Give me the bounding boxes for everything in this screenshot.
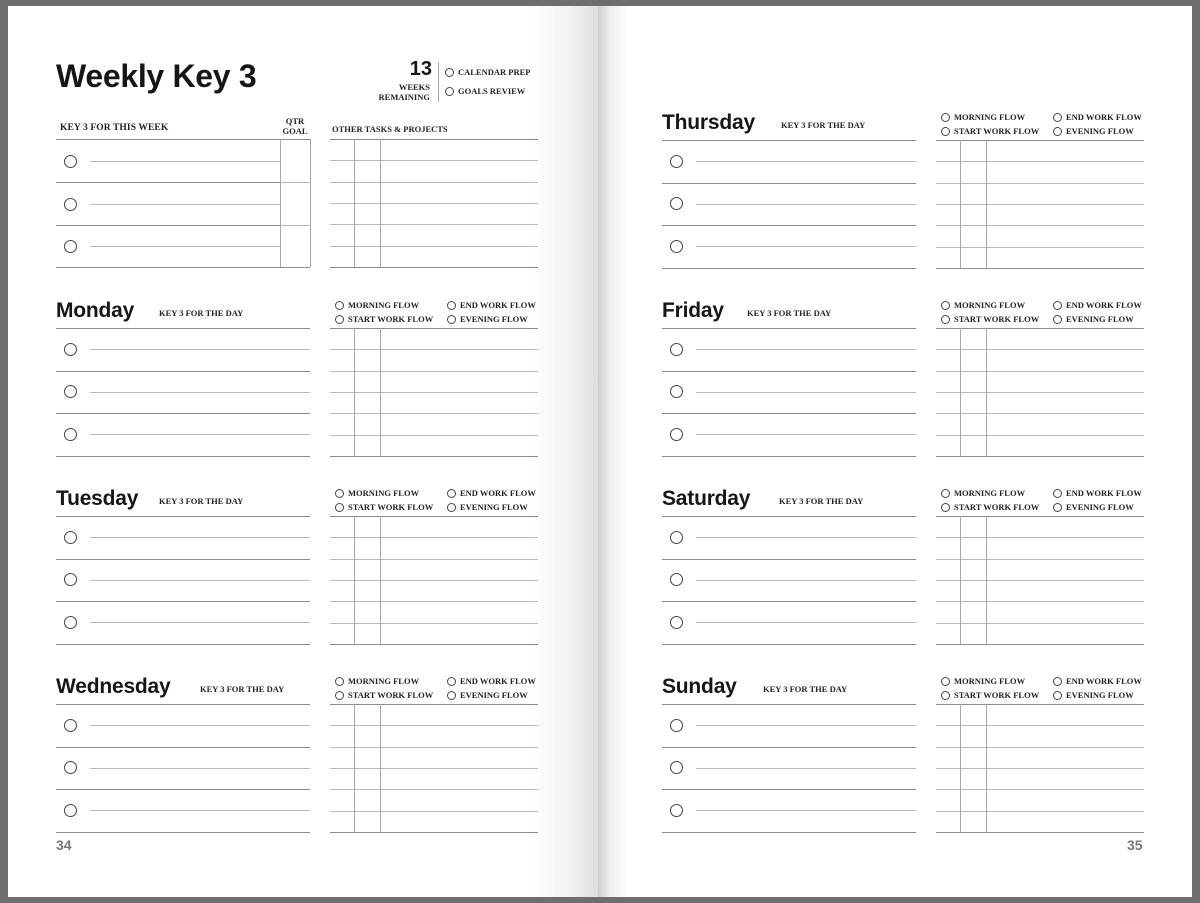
header-divider: [438, 62, 439, 102]
day-wednesday-morning-flow-checkbox[interactable]: [335, 677, 344, 686]
day-sunday-key3-label: KEY 3 FOR THE DAY: [763, 684, 848, 694]
day-saturday-tasks-grid-rule: [936, 623, 1144, 624]
day-thursday-tasks-grid-rule: [936, 161, 1144, 162]
day-tuesday-morning-flow-checkbox[interactable]: [335, 489, 344, 498]
day-monday-key-line: [90, 349, 310, 350]
day-saturday-tasks-grid-rule: [936, 537, 1144, 538]
day-monday-tasks-grid-rule: [330, 371, 538, 372]
day-friday-evening-flow-label: EVENING FLOW: [1066, 314, 1134, 324]
day-monday-evening-flow-label: EVENING FLOW: [460, 314, 528, 324]
week-key-rule: [56, 225, 310, 226]
day-tuesday-tasks-grid-rule: [330, 601, 538, 602]
day-tuesday-key-line: [90, 537, 310, 538]
day-sunday-key-checkbox[interactable]: [670, 719, 683, 732]
day-wednesday-key-checkbox[interactable]: [64, 761, 77, 774]
day-sunday-tasks-grid-rule: [936, 725, 1144, 726]
day-wednesday-key-checkbox[interactable]: [64, 804, 77, 817]
day-friday-key-rule: [662, 371, 916, 372]
week-key-checkbox[interactable]: [64, 155, 77, 168]
day-monday-start-work-flow-label: START WORK FLOW: [348, 314, 434, 324]
day-sunday-key-top-rule: [662, 704, 916, 705]
day-thursday-tasks-grid-rule: [936, 140, 1144, 141]
qtr-goal-divider-left: [280, 139, 281, 267]
day-wednesday-end-work-flow-checkbox[interactable]: [447, 677, 456, 686]
day-thursday-morning-flow-checkbox[interactable]: [941, 113, 950, 122]
day-sunday-tasks-grid-rule: [936, 832, 1144, 833]
week-key-line: [90, 161, 280, 162]
day-monday-tasks-grid-rule: [330, 456, 538, 457]
day-friday-key-checkbox[interactable]: [670, 385, 683, 398]
day-thursday-tasks-grid-col-divider: [986, 140, 987, 268]
day-friday-evening-flow-checkbox[interactable]: [1053, 315, 1062, 324]
day-tuesday-key3-label: KEY 3 FOR THE DAY: [159, 496, 244, 506]
day-wednesday-key-rule: [56, 789, 310, 790]
day-tuesday-key-line: [90, 580, 310, 581]
day-friday-key-checkbox[interactable]: [670, 428, 683, 441]
day-wednesday-start-work-flow-label: START WORK FLOW: [348, 690, 434, 700]
day-saturday-key-checkbox[interactable]: [670, 573, 683, 586]
weeks-remaining-number: 13: [409, 58, 432, 80]
day-friday-key3-label: KEY 3 FOR THE DAY: [747, 308, 832, 318]
day-saturday-morning-flow-checkbox[interactable]: [941, 489, 950, 498]
calendar-prep-label: CALENDAR PREP: [458, 67, 531, 77]
page-number-right: 35: [1127, 837, 1143, 853]
day-friday-key-top-rule: [662, 328, 916, 329]
day-saturday-tasks-grid-rule: [936, 516, 1144, 517]
day-saturday-start-work-flow-checkbox[interactable]: [941, 503, 950, 512]
day-sunday-morning-flow-checkbox[interactable]: [941, 677, 950, 686]
day-thursday-key-line: [696, 246, 916, 247]
day-saturday-start-work-flow-label: START WORK FLOW: [954, 502, 1040, 512]
day-wednesday-morning-flow-label: MORNING FLOW: [348, 676, 420, 686]
day-wednesday-tasks-grid-rule: [330, 789, 538, 790]
day-thursday-tasks-grid-rule: [936, 247, 1144, 248]
day-sunday-key-checkbox[interactable]: [670, 804, 683, 817]
day-saturday-key-checkbox[interactable]: [670, 531, 683, 544]
day-saturday-morning-flow-label: MORNING FLOW: [954, 488, 1026, 498]
day-wednesday-tasks-grid-col-divider: [380, 704, 381, 832]
day-thursday-tasks-grid-rule: [936, 183, 1144, 184]
week-key-top-rule: [56, 139, 310, 140]
day-monday-key-top-rule: [56, 328, 310, 329]
day-friday-end-work-flow-checkbox[interactable]: [1053, 301, 1062, 310]
day-sunday-evening-flow-checkbox[interactable]: [1053, 691, 1062, 700]
day-tuesday-key-checkbox[interactable]: [64, 616, 77, 629]
day-saturday-title: Saturday: [662, 487, 751, 510]
day-wednesday-key-rule: [56, 747, 310, 748]
day-tuesday-key-top-rule: [56, 516, 310, 517]
day-wednesday-tasks-grid-rule: [330, 832, 538, 833]
day-tuesday-end-work-flow-checkbox[interactable]: [447, 489, 456, 498]
week-key-checkbox[interactable]: [64, 198, 77, 211]
day-thursday-tasks-grid-rule: [936, 204, 1144, 205]
day-tuesday-tasks-grid-rule: [330, 623, 538, 624]
day-friday-morning-flow-checkbox[interactable]: [941, 301, 950, 310]
day-tuesday-morning-flow-label: MORNING FLOW: [348, 488, 420, 498]
day-monday-key-checkbox[interactable]: [64, 343, 77, 356]
day-sunday-end-work-flow-label: END WORK FLOW: [1066, 676, 1142, 686]
day-tuesday-key-checkbox[interactable]: [64, 531, 77, 544]
day-wednesday-key-line: [90, 768, 310, 769]
day-monday-tasks-grid-col-divider: [354, 328, 355, 456]
day-saturday-key-rule: [662, 644, 916, 645]
day-friday-morning-flow-label: MORNING FLOW: [954, 300, 1026, 310]
week-tasks-grid-col-divider: [354, 139, 355, 267]
goals-review-label: GOALS REVIEW: [458, 86, 526, 96]
day-saturday-tasks-grid-rule: [936, 559, 1144, 560]
day-thursday-end-work-flow-checkbox[interactable]: [1053, 113, 1062, 122]
day-friday-tasks-grid-rule: [936, 349, 1144, 350]
day-tuesday-key-rule: [56, 601, 310, 602]
day-thursday-tasks-grid-rule: [936, 225, 1144, 226]
day-monday-end-work-flow-checkbox[interactable]: [447, 301, 456, 310]
day-monday-tasks-grid-rule: [330, 349, 538, 350]
day-friday-start-work-flow-label: START WORK FLOW: [954, 314, 1040, 324]
day-tuesday-end-work-flow-label: END WORK FLOW: [460, 488, 536, 498]
day-thursday-key-checkbox[interactable]: [670, 155, 683, 168]
day-saturday-key-line: [696, 537, 916, 538]
week-tasks-grid-col-divider: [380, 139, 381, 267]
day-tuesday-key-line: [90, 622, 310, 623]
day-thursday-tasks-grid-col-divider: [960, 140, 961, 268]
day-sunday-morning-flow-label: MORNING FLOW: [954, 676, 1026, 686]
day-friday-key-line: [696, 392, 916, 393]
weeks-label: WEEKS: [398, 82, 430, 92]
day-sunday-start-work-flow-label: START WORK FLOW: [954, 690, 1040, 700]
day-monday-key3-label: KEY 3 FOR THE DAY: [159, 308, 244, 318]
day-thursday-key-line: [696, 204, 916, 205]
day-monday-title: Monday: [56, 299, 135, 322]
day-friday-tasks-grid-col-divider: [960, 328, 961, 456]
day-thursday-start-work-flow-checkbox[interactable]: [941, 127, 950, 136]
day-tuesday-evening-flow-label: EVENING FLOW: [460, 502, 528, 512]
day-sunday-evening-flow-label: EVENING FLOW: [1066, 690, 1134, 700]
day-wednesday-tasks-grid-rule: [330, 747, 538, 748]
day-monday-key-checkbox[interactable]: [64, 428, 77, 441]
day-sunday-key-line: [696, 768, 916, 769]
day-thursday-key-checkbox[interactable]: [670, 197, 683, 210]
day-thursday-start-work-flow-label: START WORK FLOW: [954, 126, 1040, 136]
goal-label: GOAL: [282, 126, 308, 136]
day-monday-key-rule: [56, 413, 310, 414]
week-tasks-grid-rule: [330, 139, 538, 140]
day-monday-evening-flow-checkbox[interactable]: [447, 315, 456, 324]
day-tuesday-tasks-grid-rule: [330, 580, 538, 581]
day-tuesday-key-checkbox[interactable]: [64, 573, 77, 586]
day-friday-tasks-grid-rule: [936, 371, 1144, 372]
day-sunday-key-line: [696, 810, 916, 811]
day-wednesday-tasks-grid-rule: [330, 768, 538, 769]
day-monday-tasks-grid-rule: [330, 328, 538, 329]
day-wednesday-key-top-rule: [56, 704, 310, 705]
day-tuesday-tasks-grid-rule: [330, 537, 538, 538]
qtr-goal-rule: [280, 225, 310, 226]
day-saturday-evening-flow-checkbox[interactable]: [1053, 503, 1062, 512]
day-thursday-key-top-rule: [662, 140, 916, 141]
day-friday-key-line: [696, 349, 916, 350]
day-tuesday-key-rule: [56, 559, 310, 560]
day-friday-tasks-grid-rule: [936, 392, 1144, 393]
day-friday-key-rule: [662, 456, 916, 457]
day-saturday-key-top-rule: [662, 516, 916, 517]
day-friday-end-work-flow-label: END WORK FLOW: [1066, 300, 1142, 310]
day-tuesday-evening-flow-checkbox[interactable]: [447, 503, 456, 512]
goals-review-checkbox[interactable]: [445, 87, 454, 96]
calendar-prep-checkbox[interactable]: [445, 68, 454, 77]
day-saturday-tasks-grid-rule: [936, 580, 1144, 581]
day-tuesday-key-rule: [56, 644, 310, 645]
day-wednesday-key-line: [90, 810, 310, 811]
page-title: Weekly Key 3: [56, 58, 257, 94]
day-saturday-tasks-grid-rule: [936, 644, 1144, 645]
week-tasks-grid-rule: [330, 267, 538, 268]
day-monday-morning-flow-label: MORNING FLOW: [348, 300, 420, 310]
qtr-goal-divider-right: [310, 139, 311, 267]
day-sunday-tasks-grid-rule: [936, 704, 1144, 705]
day-saturday-key-rule: [662, 559, 916, 560]
day-friday-key-rule: [662, 413, 916, 414]
key3-week-label: KEY 3 FOR THIS WEEK: [60, 123, 169, 133]
day-thursday-title: Thursday: [662, 111, 755, 134]
day-tuesday-title: Tuesday: [56, 487, 139, 510]
day-wednesday-key-line: [90, 725, 310, 726]
week-tasks-grid-rule: [330, 224, 538, 225]
day-monday-key-rule: [56, 456, 310, 457]
day-friday-key-line: [696, 434, 916, 435]
day-wednesday-start-work-flow-checkbox[interactable]: [335, 691, 344, 700]
qtr-goal-rule: [280, 182, 310, 183]
day-monday-key-checkbox[interactable]: [64, 385, 77, 398]
day-thursday-key-rule: [662, 225, 916, 226]
day-friday-key-checkbox[interactable]: [670, 343, 683, 356]
day-monday-tasks-grid-rule: [330, 435, 538, 436]
week-tasks-grid-rule: [330, 246, 538, 247]
day-saturday-key-line: [696, 580, 916, 581]
day-wednesday-evening-flow-checkbox[interactable]: [447, 691, 456, 700]
day-saturday-end-work-flow-checkbox[interactable]: [1053, 489, 1062, 498]
day-tuesday-tasks-grid-rule: [330, 559, 538, 560]
day-friday-tasks-grid-rule: [936, 328, 1144, 329]
day-wednesday-key3-label: KEY 3 FOR THE DAY: [200, 684, 285, 694]
week-key-line: [90, 204, 280, 205]
day-wednesday-key-checkbox[interactable]: [64, 719, 77, 732]
day-thursday-end-work-flow-label: END WORK FLOW: [1066, 112, 1142, 122]
day-thursday-key3-label: KEY 3 FOR THE DAY: [781, 120, 866, 130]
day-thursday-key-checkbox[interactable]: [670, 240, 683, 253]
day-monday-tasks-grid-rule: [330, 392, 538, 393]
day-saturday-tasks-grid-rule: [936, 601, 1144, 602]
remaining-label: REMAINING: [378, 92, 430, 102]
day-thursday-evening-flow-label: EVENING FLOW: [1066, 126, 1134, 136]
day-sunday-key-rule: [662, 747, 916, 748]
day-sunday-title: Sunday: [662, 675, 737, 698]
day-friday-start-work-flow-checkbox[interactable]: [941, 315, 950, 324]
day-monday-morning-flow-checkbox[interactable]: [335, 301, 344, 310]
day-thursday-morning-flow-label: MORNING FLOW: [954, 112, 1026, 122]
day-tuesday-tasks-grid-col-divider: [354, 516, 355, 644]
day-friday-tasks-grid-rule: [936, 435, 1144, 436]
day-saturday-tasks-grid-col-divider: [960, 516, 961, 644]
day-friday-title: Friday: [662, 299, 724, 322]
day-sunday-tasks-grid-rule: [936, 747, 1144, 748]
day-sunday-tasks-grid-col-divider: [986, 704, 987, 832]
day-saturday-end-work-flow-label: END WORK FLOW: [1066, 488, 1142, 498]
day-sunday-key-rule: [662, 832, 916, 833]
day-sunday-tasks-grid-col-divider: [960, 704, 961, 832]
day-saturday-key-checkbox[interactable]: [670, 616, 683, 629]
day-sunday-key-checkbox[interactable]: [670, 761, 683, 774]
week-key-rule: [56, 267, 310, 268]
week-key-line: [90, 246, 280, 247]
day-monday-key-line: [90, 434, 310, 435]
day-saturday-key-rule: [662, 601, 916, 602]
week-tasks-grid-rule: [330, 160, 538, 161]
day-thursday-tasks-grid-rule: [936, 268, 1144, 269]
day-wednesday-tasks-grid-rule: [330, 811, 538, 812]
day-saturday-tasks-grid-col-divider: [986, 516, 987, 644]
day-friday-tasks-grid-col-divider: [986, 328, 987, 456]
day-thursday-evening-flow-checkbox[interactable]: [1053, 127, 1062, 136]
day-tuesday-tasks-grid-rule: [330, 644, 538, 645]
day-friday-tasks-grid-rule: [936, 413, 1144, 414]
page-number-left: 34: [56, 837, 72, 853]
day-wednesday-evening-flow-label: EVENING FLOW: [460, 690, 528, 700]
day-wednesday-title: Wednesday: [56, 675, 171, 698]
day-monday-start-work-flow-checkbox[interactable]: [335, 315, 344, 324]
day-tuesday-tasks-grid-rule: [330, 516, 538, 517]
day-wednesday-end-work-flow-label: END WORK FLOW: [460, 676, 536, 686]
day-wednesday-key-rule: [56, 832, 310, 833]
week-tasks-grid-rule: [330, 203, 538, 204]
day-thursday-key-line: [696, 161, 916, 162]
week-key-rule: [56, 182, 310, 183]
day-wednesday-tasks-grid-rule: [330, 704, 538, 705]
qtr-label: QTR: [285, 116, 305, 126]
day-tuesday-start-work-flow-checkbox[interactable]: [335, 503, 344, 512]
day-sunday-end-work-flow-checkbox[interactable]: [1053, 677, 1062, 686]
day-sunday-start-work-flow-checkbox[interactable]: [941, 691, 950, 700]
day-monday-tasks-grid-rule: [330, 413, 538, 414]
day-saturday-key-line: [696, 622, 916, 623]
day-tuesday-start-work-flow-label: START WORK FLOW: [348, 502, 434, 512]
day-monday-key-rule: [56, 371, 310, 372]
week-tasks-grid-rule: [330, 182, 538, 183]
day-monday-end-work-flow-label: END WORK FLOW: [460, 300, 536, 310]
day-sunday-key-line: [696, 725, 916, 726]
day-sunday-key-rule: [662, 789, 916, 790]
day-sunday-tasks-grid-rule: [936, 789, 1144, 790]
day-wednesday-tasks-grid-rule: [330, 725, 538, 726]
day-saturday-evening-flow-label: EVENING FLOW: [1066, 502, 1134, 512]
day-monday-tasks-grid-col-divider: [380, 328, 381, 456]
day-saturday-key3-label: KEY 3 FOR THE DAY: [779, 496, 864, 506]
day-tuesday-tasks-grid-col-divider: [380, 516, 381, 644]
day-monday-key-line: [90, 392, 310, 393]
day-sunday-tasks-grid-rule: [936, 768, 1144, 769]
day-sunday-tasks-grid-rule: [936, 811, 1144, 812]
day-thursday-key-rule: [662, 183, 916, 184]
day-wednesday-tasks-grid-col-divider: [354, 704, 355, 832]
day-thursday-key-rule: [662, 268, 916, 269]
week-key-checkbox[interactable]: [64, 240, 77, 253]
other-tasks-label: OTHER TASKS & PROJECTS: [332, 124, 448, 134]
day-friday-tasks-grid-rule: [936, 456, 1144, 457]
